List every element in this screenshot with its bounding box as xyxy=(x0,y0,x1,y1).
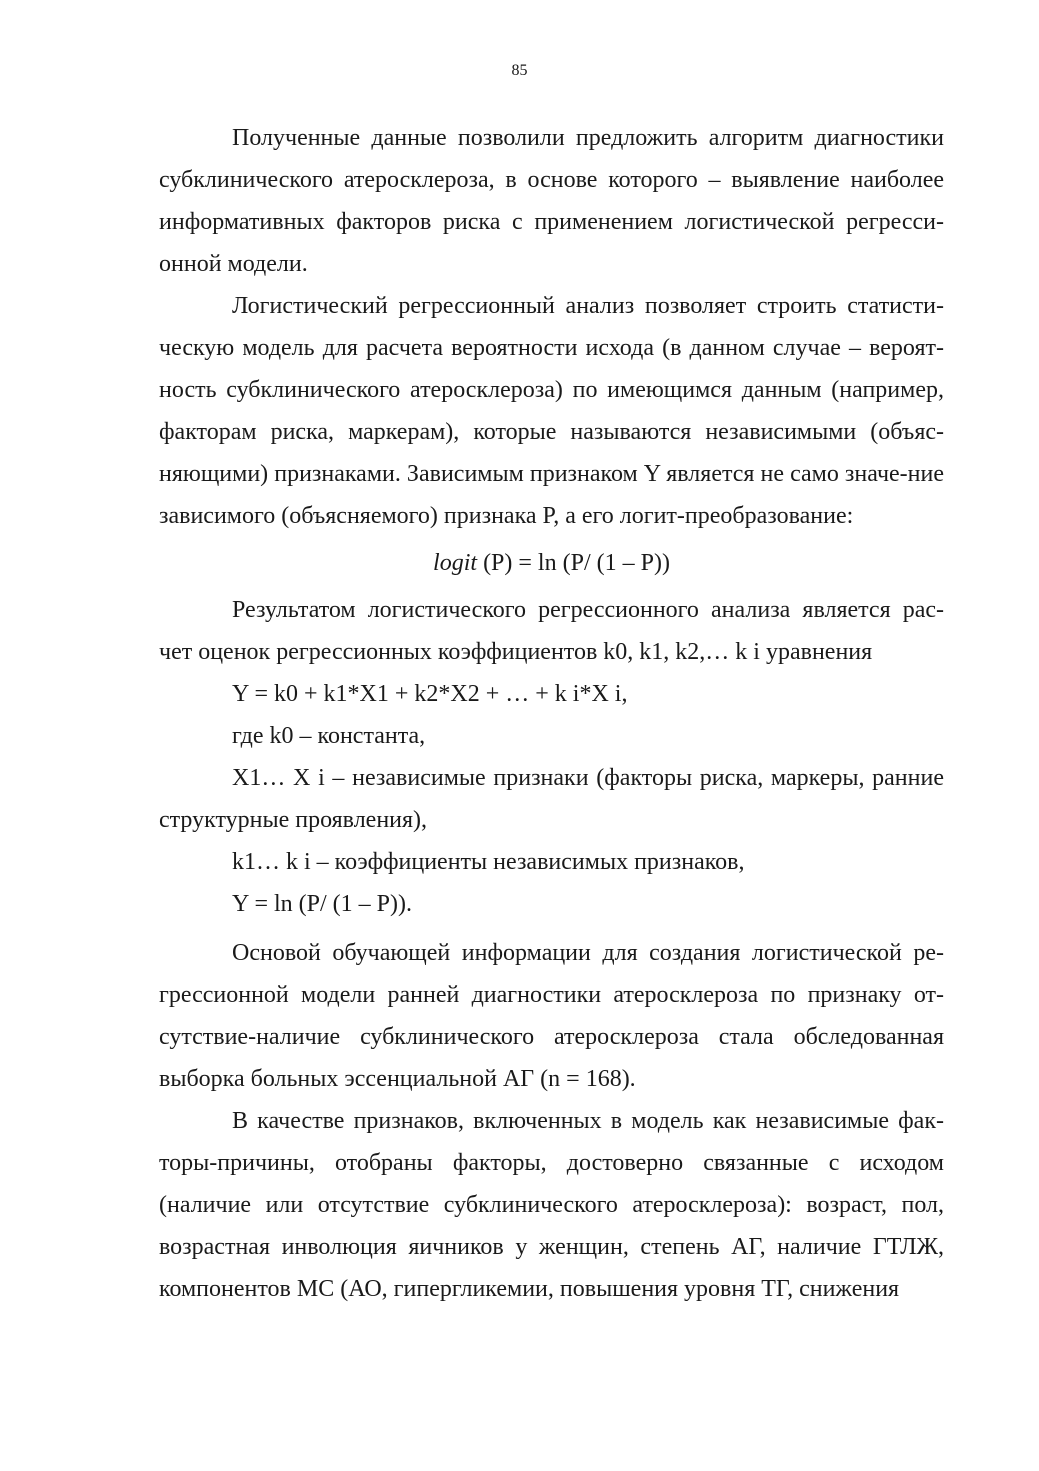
page-number: 85 xyxy=(511,62,528,79)
paragraph-algorithm: Полученные данные позволили предложить алгоритм диагностики субклинического атеросклероза, в основе которого – выявление наиболее информативных факторов риска с применением логистической регресси-онной модели. xyxy=(159,125,944,277)
document-body xyxy=(159,117,944,1310)
paragraph-training-sample: Основой обучающей информации для создания логистической ре-грессионной модели ранней диагностики атеросклероза по признаку от-сутствие-наличие субклинического атеросклероза стала обследованная выборка больных эссенциальной АГ (n = 168). xyxy=(159,940,944,1092)
logit-function: logit xyxy=(433,550,478,576)
definition-constant: где k0 – константа, xyxy=(232,723,426,749)
paragraph-features: В качестве признаков, включенных в модель как независимые фак-торы-причины, отобраны факторы, достоверно связанные с исходом (наличие или отсутствие субклинического атеросклероза): возраст, пол, возрастная инволюция яичников у женщин, степень АГ, наличие ГТЛЖ, компонентов МС (АО, гипергликемии, повышения уровня ТГ, снижения xyxy=(159,1108,944,1302)
definition-independent-features: X1… X i – независимые признаки (факторы риска, маркеры, ранние структурные проявления), xyxy=(159,765,944,833)
definition-y: Y = ln (P/ (1 – P)). xyxy=(232,891,412,917)
paragraph-result: Результатом логистического регрессионного анализа является рас-чет оценок регрессионных коэффициентов k0, k1, k2,… k i уравнения xyxy=(159,597,944,665)
definition-coefficients: k1… k i – коэффициенты независимых признаков, xyxy=(232,849,745,875)
logit-expression: (P) = ln (P/ (1 – P)) xyxy=(477,550,670,576)
logit-formula xyxy=(159,537,944,589)
paragraph-logistic-analysis: Логистический регрессионный анализ позволяет строить статисти-ческую модель для расчета вероятности исхода (в данном случае – вероят-ность субклинического атеросклероза) по имеющимся данным (например, факторам риска, маркерам), которые называются независимыми (объяс-няющими) признаками. Зависимым признаком Y является не само значе-ние зависимого (объясняемого) признака P, а его логит-преобразование: xyxy=(159,293,944,529)
equation-line: Y = k0 + k1*X1 + k2*X2 + … + k i*X i, xyxy=(232,681,628,707)
